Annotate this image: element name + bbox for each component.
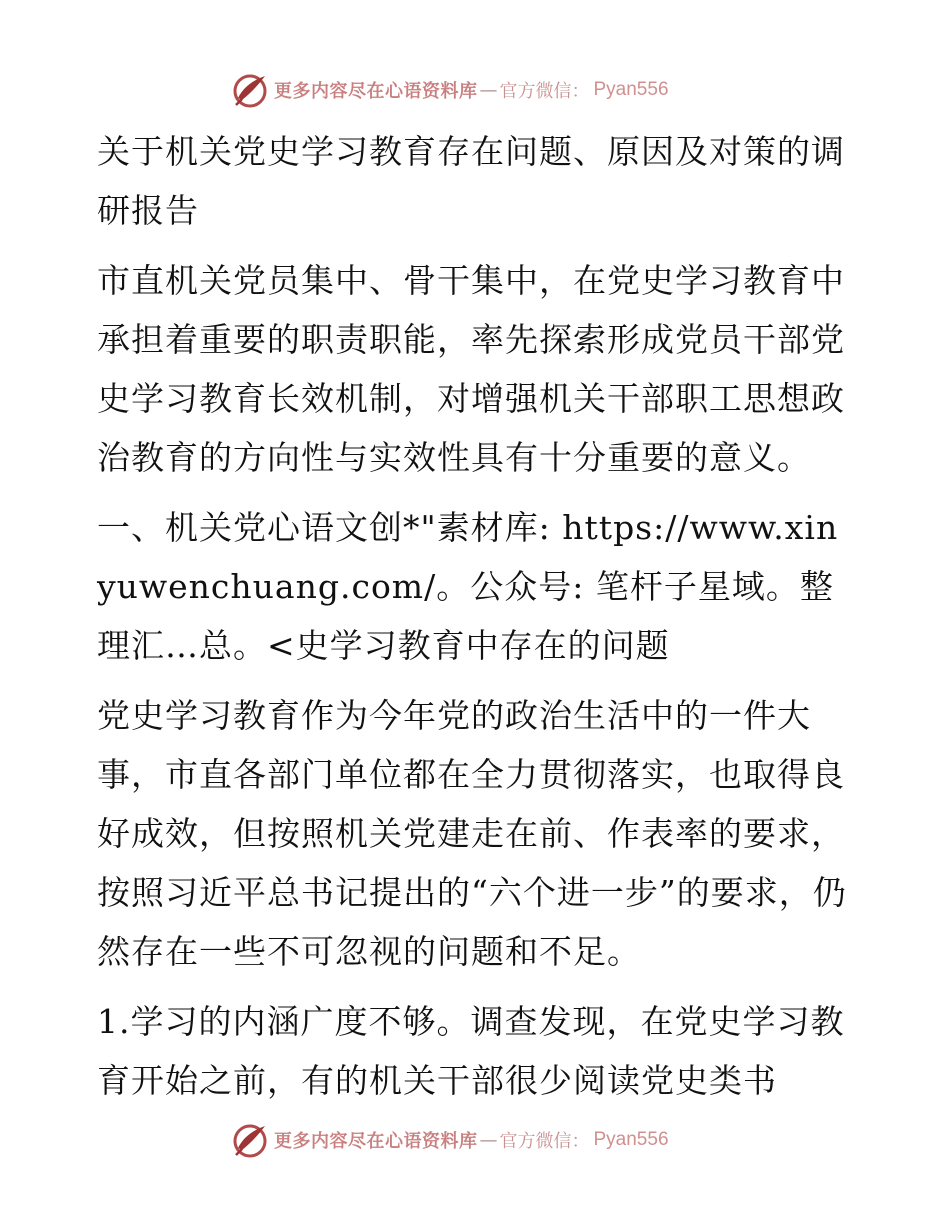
paragraph: 党史学习教育作为今年党的政治生活中的一件大事，市直各部门单位都在全力贯彻落实，也取得良好成效，但按照机关党建走在前、作表率的要求，按照习近平总书记提出的“六个进一步”的要求，仍然存在一些不可忽视的问题和不足。 <box>97 696 847 971</box>
banner-text: 更多内容尽在心语资料库 <box>274 1131 478 1152</box>
document-body <box>97 122 857 1121</box>
banner-separator: — <box>479 1129 498 1151</box>
banner-label: 官方微信： <box>499 1131 590 1152</box>
banner-text: 更多内容尽在心语资料库 <box>274 81 478 102</box>
wechat-id: Pyan556 <box>593 79 669 100</box>
header-banner <box>232 70 669 110</box>
document-title: 关于机关党史学习教育存在问题、原因及对策的调研报告 <box>97 132 845 230</box>
wechat-id: Pyan556 <box>593 1129 669 1150</box>
paragraph: 市直机关党员集中、骨干集中，在党史学习教育中承担着重要的职责职能，率先探索形成党员干部党史学习教育长效机制，对增强机关干部职工思想政治教育的方向性与实效性具有十分重要的意义。 <box>97 261 845 477</box>
paragraph: 1.学习的内涵广度不够。调查发现，在党史学习教育开始之前，有的机关干部很少阅读党史类书 <box>97 1002 845 1100</box>
banner-label: 官方微信： <box>499 81 590 102</box>
quill-logo-icon <box>232 1122 268 1158</box>
footer-banner <box>232 1120 669 1160</box>
banner-separator: — <box>479 79 498 101</box>
quill-logo-icon <box>232 72 268 108</box>
paragraph: 一、机关党心语文创*"素材库: https://www.xinyuwenchuang.com/。公众号: 笔杆子星域。整理汇…总。<史学习教育中存在的问题 <box>97 508 839 665</box>
